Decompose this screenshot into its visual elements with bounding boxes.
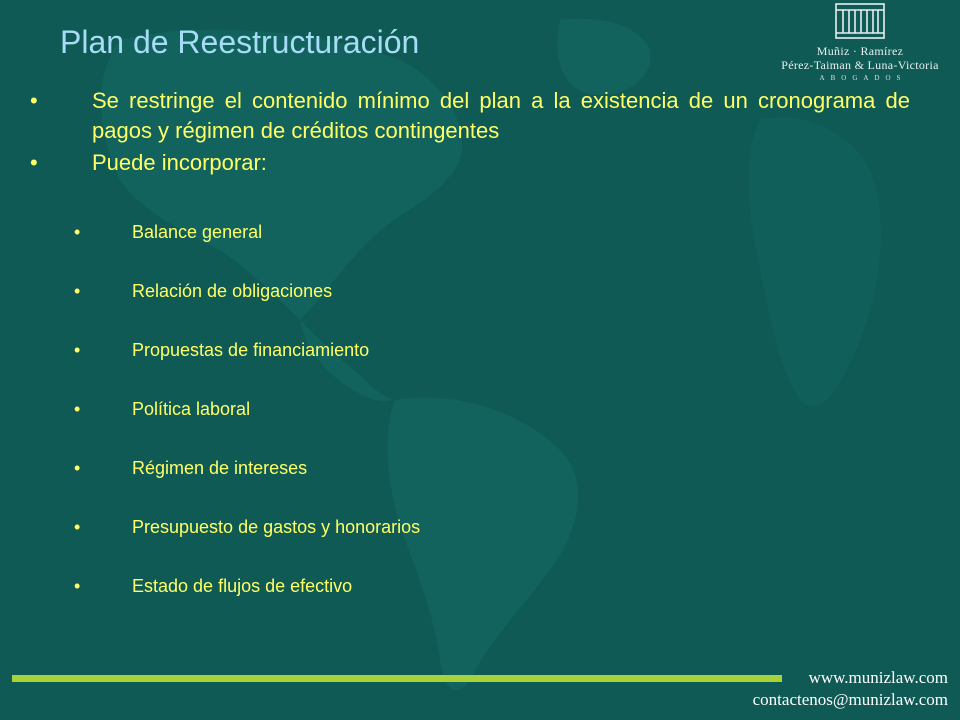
sub-bullet-text: Relación de obligaciones xyxy=(132,281,333,301)
bullet-icon: • xyxy=(74,576,81,596)
main-bullet-text: Puede incorporar: xyxy=(92,150,267,175)
bullet-icon: • xyxy=(74,517,81,537)
sub-bullet-item xyxy=(74,456,420,515)
bullet-icon: • xyxy=(74,340,81,360)
footer-contact xyxy=(753,667,948,711)
sub-bullet-list xyxy=(74,220,420,633)
sub-bullet-item xyxy=(74,397,420,456)
bullet-icon: • xyxy=(74,458,81,478)
bullet-icon: • xyxy=(30,88,38,113)
sub-bullet-text: Política laboral xyxy=(132,399,251,419)
footer-accent-bar xyxy=(12,675,782,682)
sub-bullet-text: Propuestas de financiamiento xyxy=(132,340,370,360)
logo-subtitle: ABOGADOS xyxy=(819,74,907,82)
sub-bullet-text: Presupuesto de gastos y honorarios xyxy=(132,517,421,537)
main-bullet-text: Se restringe el contenido mínimo del plan a la existencia de un cronograma de pagos y régimen de créditos contingentes xyxy=(92,88,910,143)
sub-bullet-item xyxy=(74,515,420,574)
sub-bullet-text: Estado de flujos de efectivo xyxy=(132,576,353,596)
bullet-icon: • xyxy=(30,150,38,175)
email-link[interactable]: contactenos@munizlaw.com xyxy=(752,690,948,709)
slide-title: Plan de Reestructuración xyxy=(60,24,420,60)
bullet-icon: • xyxy=(74,222,81,242)
bullet-icon: • xyxy=(74,281,81,301)
classical-building-icon xyxy=(832,2,888,42)
sub-bullet-text: Régimen de intereses xyxy=(132,458,308,478)
sub-bullet-item xyxy=(74,220,420,279)
bullet-icon: • xyxy=(74,399,81,419)
logo-firm-name-line2: Pérez-Taiman & Luna-Victoria xyxy=(781,58,939,72)
sub-bullet-item xyxy=(74,574,420,633)
website-link[interactable]: www.munizlaw.com xyxy=(808,668,948,687)
main-bullet-list xyxy=(30,86,910,180)
sub-bullet-item xyxy=(74,279,420,338)
firm-logo xyxy=(772,2,948,86)
sub-bullet-item xyxy=(74,338,420,397)
logo-firm-name-line1: Muñiz · Ramírez xyxy=(816,44,904,58)
sub-bullet-text: Balance general xyxy=(132,222,263,242)
main-bullet-item xyxy=(30,148,910,178)
main-bullet-item xyxy=(30,86,910,146)
